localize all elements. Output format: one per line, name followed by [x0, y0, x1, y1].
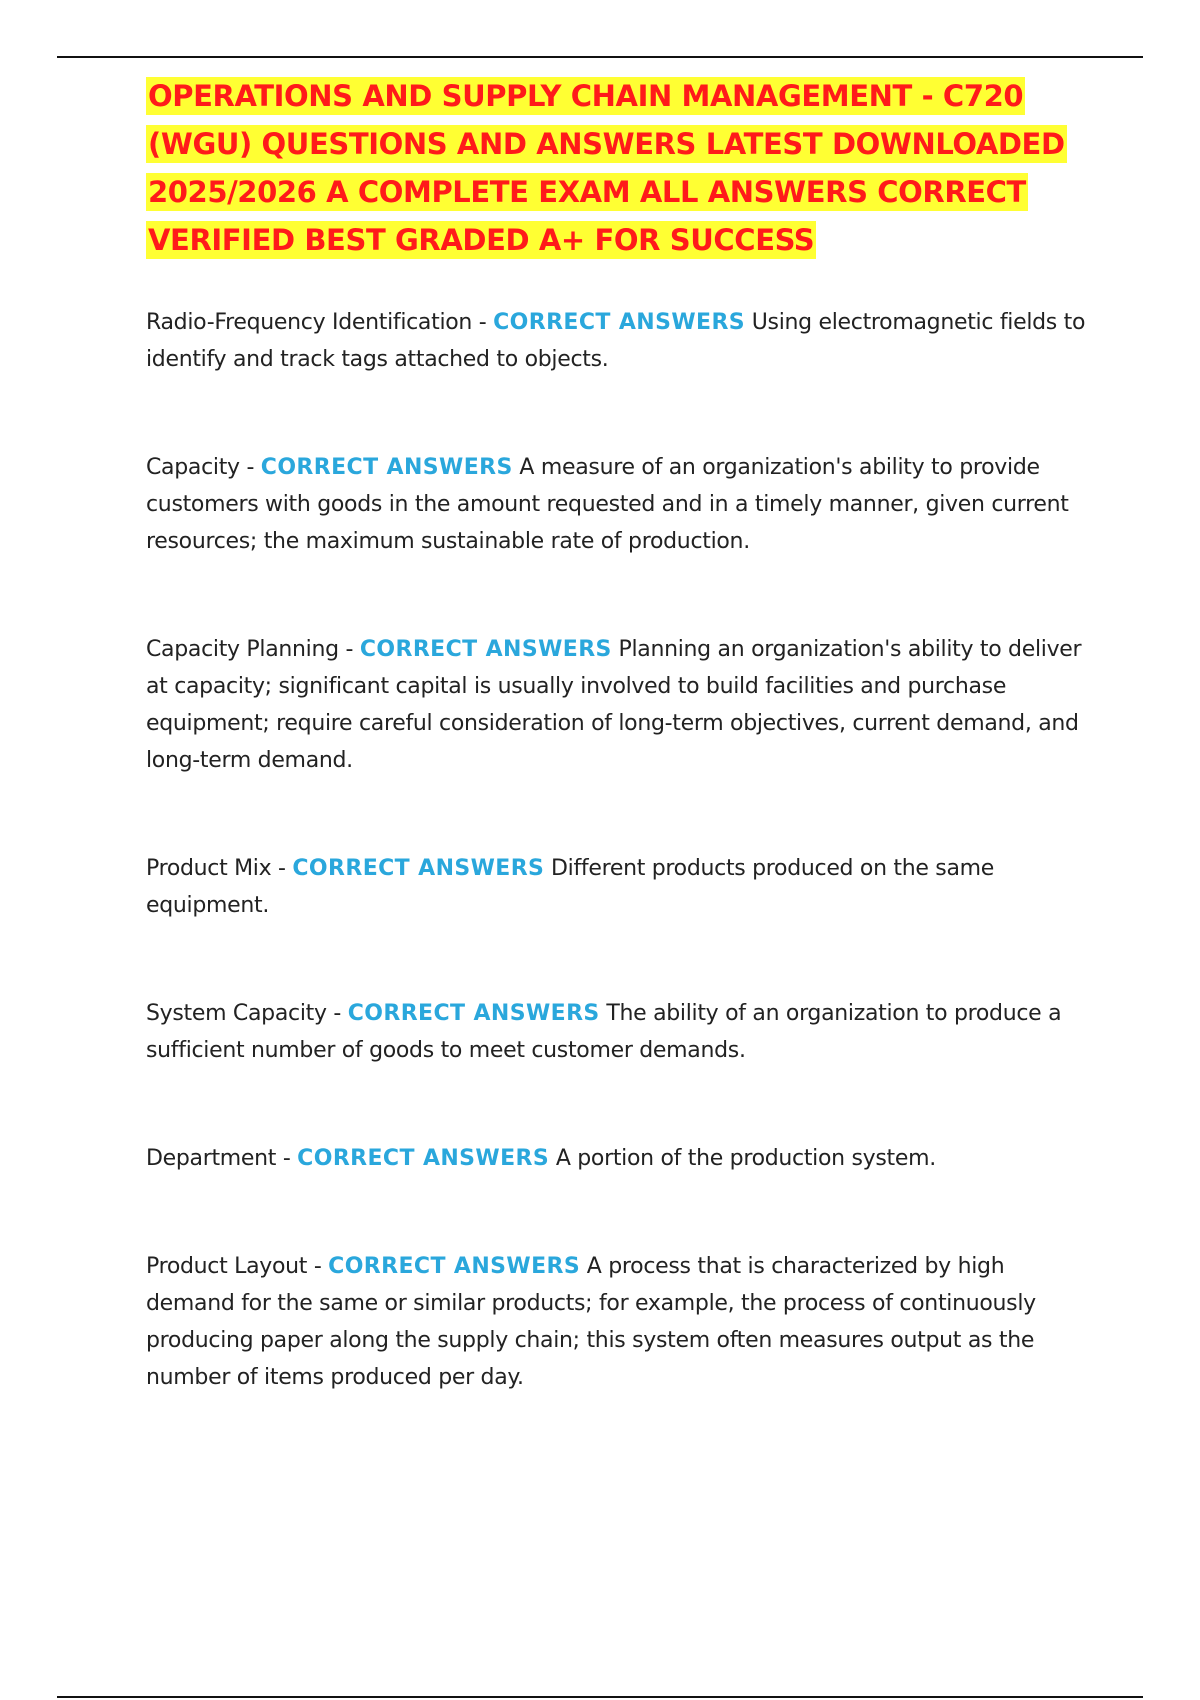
entry-separator: -: [338, 637, 360, 662]
qa-entry: [146, 1140, 1096, 1177]
correct-answers-label: CORRECT ANSWERS: [359, 637, 612, 662]
qa-entry: [146, 995, 1096, 1069]
entry-term: Department: [146, 1146, 277, 1171]
entry-definition: Using electromagnetic fields to identify and track tags attached to objects.: [146, 310, 1086, 372]
entry-separator: -: [271, 856, 293, 881]
entry-term: Capacity: [146, 455, 240, 480]
top-rule: [57, 56, 1143, 58]
entry-definition: The ability of an organization to produce a sufficient number of goods to meet customer demands.: [146, 1001, 1062, 1063]
correct-answers-label: CORRECT ANSWERS: [297, 1146, 550, 1171]
entry-definition: Planning an organization's ability to deliver at capacity; significant capital is usually involved to build facilities and purchase equipment; require careful consideration of long-term objectives, current demand, and long-term demand.: [146, 637, 1082, 773]
qa-entry: [146, 449, 1096, 560]
entry-separator: -: [239, 455, 261, 480]
entry-term: Product Layout: [146, 1254, 308, 1279]
correct-answers-label: CORRECT ANSWERS: [328, 1254, 581, 1279]
entry-definition: A process that is characterized by high demand for the same or similar products; for example, the process of continuously producing paper along the supply chain; this system often measures output as the number of items produced per day.: [146, 1254, 1036, 1390]
entry-separator: -: [307, 1254, 329, 1279]
entry-definition: A portion of the production system.: [555, 1146, 936, 1171]
qa-entry: [146, 631, 1096, 779]
entry-separator: -: [472, 310, 494, 335]
entry-term: System Capacity: [146, 1001, 327, 1026]
title-highlight: OPERATIONS AND SUPPLY CHAIN MANAGEMENT - C720 (WGU) QUESTIONS AND ANSWERS LATEST DOWNLOADED 2025/2026 A COMPLETE EXAM ALL ANSWERS CORRECT VERIFIED BEST GRADED A+ FOR SUCCESS: [148, 79, 1065, 257]
qa-entry: [146, 1248, 1096, 1396]
entry-term: Capacity Planning: [146, 637, 339, 662]
correct-answers-label: CORRECT ANSWERS: [493, 310, 746, 335]
bottom-rule: [57, 1696, 1143, 1698]
qa-entry: [146, 304, 1096, 378]
document-title: [146, 72, 1096, 264]
entry-definition: Different products produced on the same equipment.: [146, 856, 995, 918]
qa-list: [146, 304, 1096, 1396]
qa-entry: [146, 850, 1096, 924]
correct-answers-label: CORRECT ANSWERS: [260, 455, 513, 480]
entry-separator: -: [326, 1001, 348, 1026]
entry-term: Product Mix: [146, 856, 272, 881]
document-body: [146, 72, 1096, 1396]
entry-term: Radio-Frequency Identification: [146, 310, 473, 335]
entry-separator: -: [276, 1146, 298, 1171]
correct-answers-label: CORRECT ANSWERS: [292, 856, 545, 881]
entry-definition: A measure of an organization's ability to provide customers with goods in the amount requested and in a timely manner, given current resources; the maximum sustainable rate of production.: [146, 455, 1069, 554]
correct-answers-label: CORRECT ANSWERS: [347, 1001, 600, 1026]
